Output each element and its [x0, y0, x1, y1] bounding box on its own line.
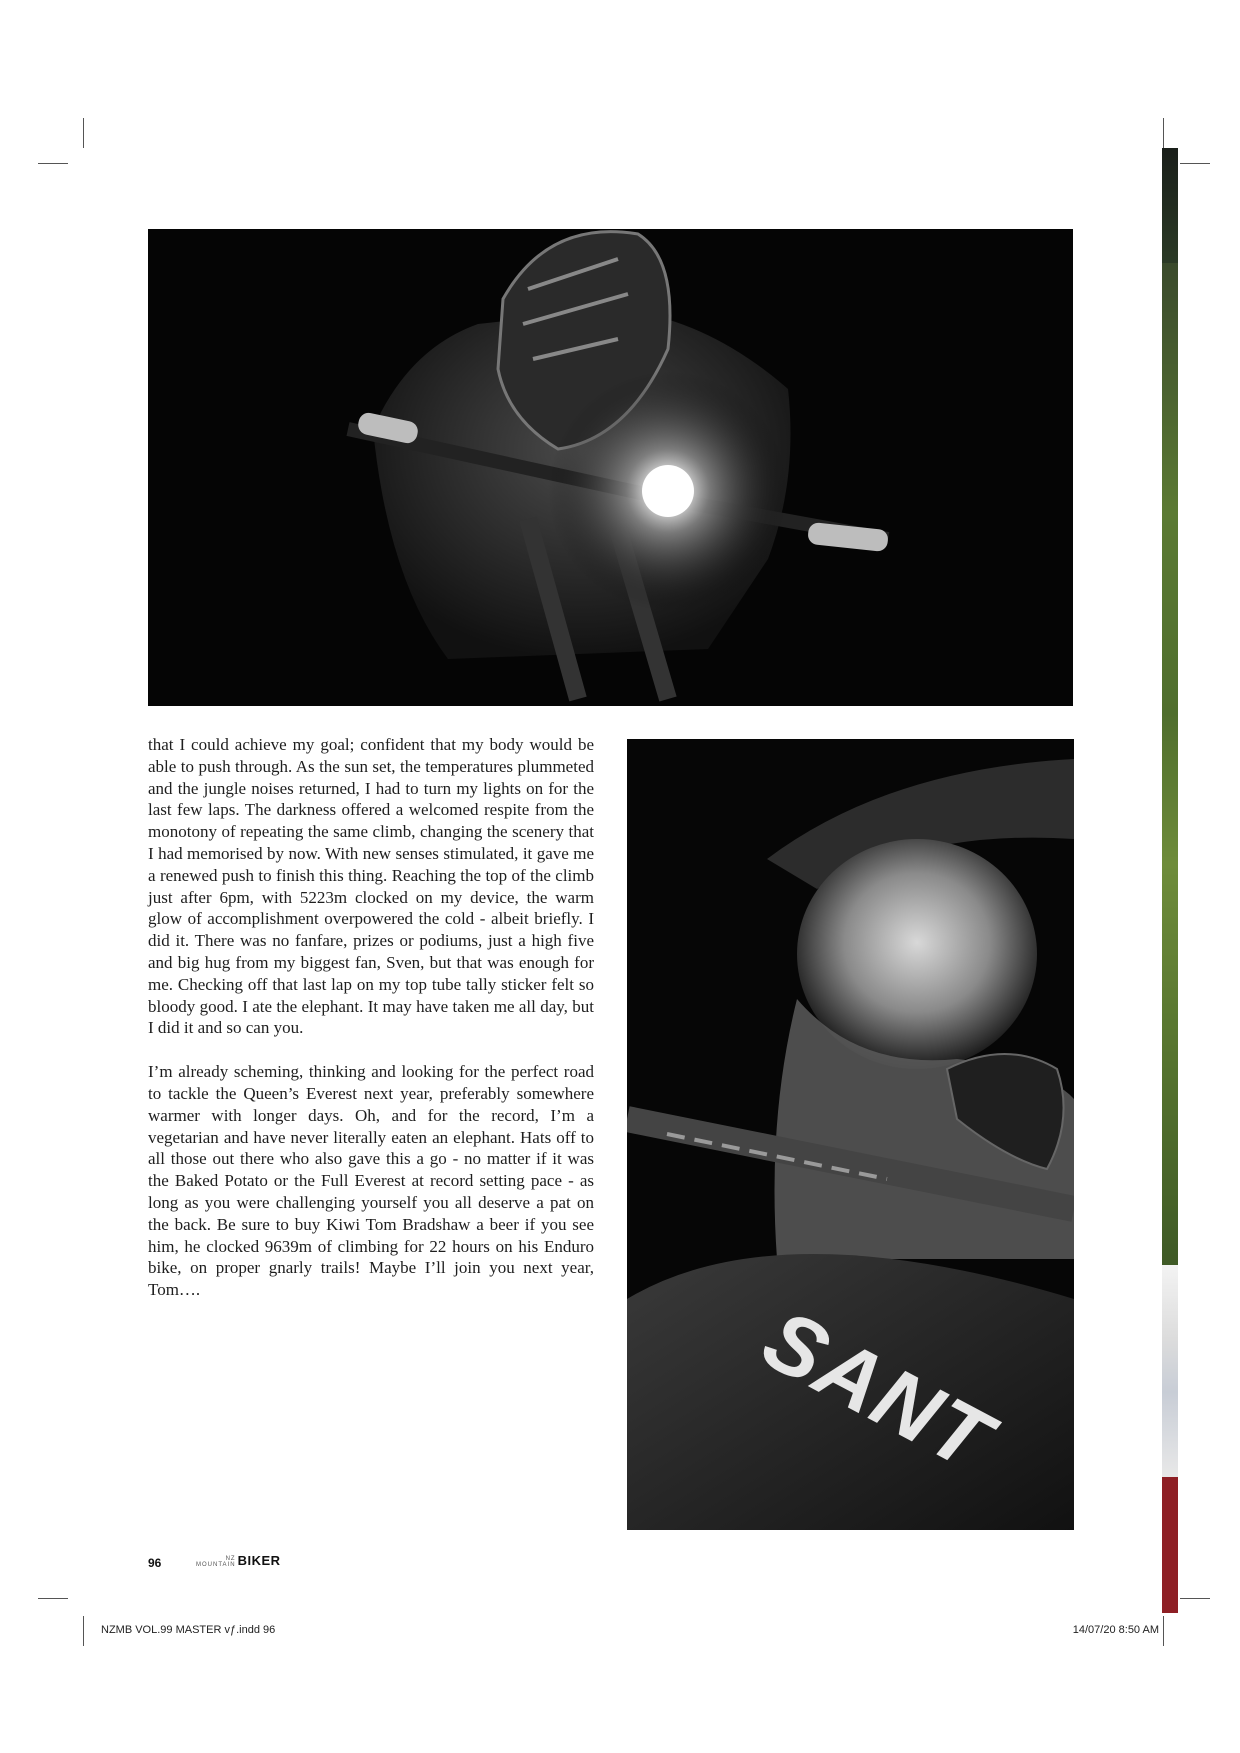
bleed-strip: [1162, 1265, 1178, 1477]
page-number: 96: [148, 1556, 162, 1570]
magazine-logo: [196, 1553, 281, 1568]
article-body: [148, 734, 594, 1323]
frame-brand-text: SANT: [748, 1291, 1007, 1490]
rider-closeup-photo: [627, 739, 1074, 1530]
crop-mark: [38, 163, 68, 164]
rider-headlamp-photo: [148, 229, 1073, 706]
bleed-strip: [1162, 1477, 1178, 1613]
article-paragraph: I’m already scheming, thinking and looking for the perfect road to tackle the Queen’s Everest next year, preferably somewhere warmer with longer days. Oh, and for the record, I’m a vegetarian and have never literally eaten an elephant. Hats off to all those out there who also gave this a go - no matter if it was the Baked Potato or the Full Everest at record setting pace - as long as you were challenging yourself you all deserve a pat on the back. Be sure to buy Kiwi Tom Bradshaw a beer if you see him, he clocked 9639m of climbing for 22 hours on his Enduro bike, on proper gnarly trails! Maybe I’ll join you next year, Tom….: [148, 1062, 594, 1300]
logo-biker: BIKER: [237, 1553, 281, 1568]
slug-filename: NZMB VOL.99 MASTER vƒ.indd 96: [101, 1624, 276, 1636]
crop-mark: [83, 118, 84, 148]
article-paragraph: that I could achieve my goal; confident that my body would be able to push through. As the sun set, the temperatures plummeted and the jungle noises returned, I had to turn my lights on for the last few laps. The darkness offered a welcomed respite from the monotony of repeating the same climb, changing the scenery that I had memorised by now. With new senses stimulated, it gave me a renewed push to finish this thing. Reaching the top of the climb just after 6pm, with 5223m clocked on my device, the warm glow of accomplishment overpowered the cold - albeit briefly. I did it. There was no fanfare, prizes or podiums, just a high five and big hug from my biggest fan, Sven, but that was enough for me. Checking off that last lap on my top tube tally sticker felt so bloody good. I ate the elephant. It may have taken me all day, but I did it and so can you.: [148, 735, 594, 1038]
logo-mountain: MOUNTAIN: [196, 1562, 236, 1568]
rider-headlamp-illustration: [148, 229, 1073, 706]
rider-closeup-illustration: [627, 739, 1074, 1530]
logo-nz: NZ: [225, 1556, 236, 1562]
bleed-strip: [1162, 148, 1178, 263]
slug-timestamp: 14/07/20 8:50 AM: [1072, 1624, 1159, 1636]
magazine-logo-small: [196, 1556, 236, 1568]
crop-mark: [83, 1616, 84, 1646]
crop-mark: [38, 1598, 68, 1599]
bleed-strip: [1162, 263, 1178, 1265]
crop-mark: [1163, 1616, 1164, 1646]
crop-mark: [1180, 163, 1210, 164]
crop-mark: [1180, 1598, 1210, 1599]
crop-mark: [1163, 118, 1164, 148]
